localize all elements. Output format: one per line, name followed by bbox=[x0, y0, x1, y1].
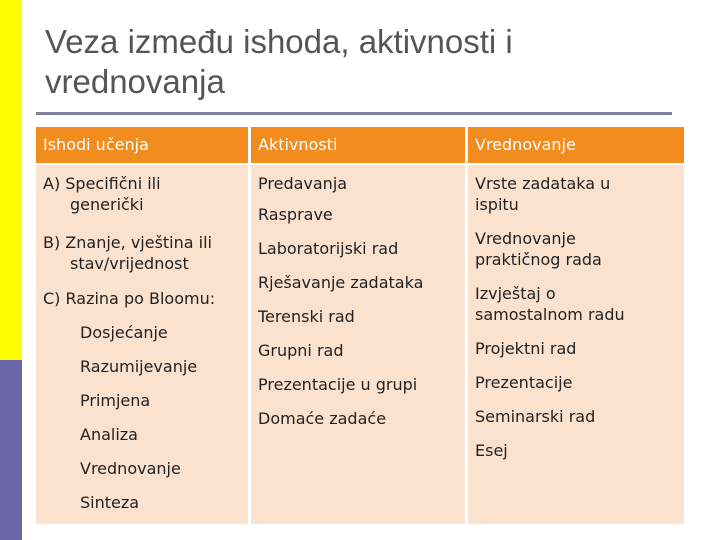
activity-item: Grupni rad bbox=[258, 341, 344, 360]
assessment-item: Vrednovanje bbox=[475, 229, 576, 248]
activity-item: Rješavanje zadataka bbox=[258, 273, 424, 292]
assessment-item-cont: samostalnom radu bbox=[475, 305, 625, 324]
header-aktivnosti: Aktivnosti bbox=[251, 127, 465, 163]
outcome-a-cont: generički bbox=[70, 195, 144, 214]
activity-item: Prezentacije u grupi bbox=[258, 375, 418, 394]
assessment-item: Vrste zadataka u bbox=[475, 174, 611, 193]
outcome-b-cont: stav/vrijednost bbox=[70, 254, 189, 273]
assessment-item-cont: praktičnog rada bbox=[475, 250, 602, 269]
bloom-level: Dosjećanje bbox=[80, 323, 168, 342]
bloom-level: Primjena bbox=[80, 391, 151, 410]
slide-title: Veza između ishoda, aktivnosti i vrednovanja bbox=[45, 23, 513, 100]
bloom-level: Razumijevanje bbox=[80, 357, 198, 376]
assessment-item: Projektni rad bbox=[475, 339, 577, 358]
outcomes-table bbox=[36, 127, 684, 524]
title-divider bbox=[36, 112, 672, 115]
bloom-level: Sinteza bbox=[80, 493, 140, 512]
outcome-a: A) Specifični ili bbox=[43, 174, 161, 193]
activity-item: Rasprave bbox=[258, 205, 333, 224]
outcome-c: C) Razina po Bloomu: bbox=[43, 289, 216, 308]
assessment-item: Seminarski rad bbox=[475, 407, 596, 426]
assessment-item: Prezentacije bbox=[475, 373, 573, 392]
activity-item: Domaće zadaće bbox=[258, 409, 387, 428]
header-vrednovanje: Vrednovanje bbox=[468, 127, 684, 163]
activity-item: Laboratorijski rad bbox=[258, 239, 399, 258]
activity-item: Terenski rad bbox=[258, 307, 355, 326]
cell-aktivnosti bbox=[251, 165, 465, 524]
assessment-item: Esej bbox=[475, 441, 508, 460]
accent-bar-yellow bbox=[0, 0, 22, 360]
cell-vrednovanje bbox=[468, 165, 684, 524]
header-ishodi: Ishodi učenja bbox=[36, 127, 248, 163]
cell-ishodi bbox=[36, 165, 248, 524]
accent-bar-purple bbox=[0, 360, 22, 540]
bloom-level: Vrednovanje bbox=[80, 459, 181, 478]
assessment-item-cont: ispitu bbox=[475, 195, 519, 214]
assessment-item: Izvještaj o bbox=[475, 284, 556, 303]
bloom-level: Analiza bbox=[80, 425, 138, 444]
outcome-b: B) Znanje, vještina ili bbox=[43, 233, 212, 252]
activity-item: Predavanja bbox=[258, 174, 348, 193]
